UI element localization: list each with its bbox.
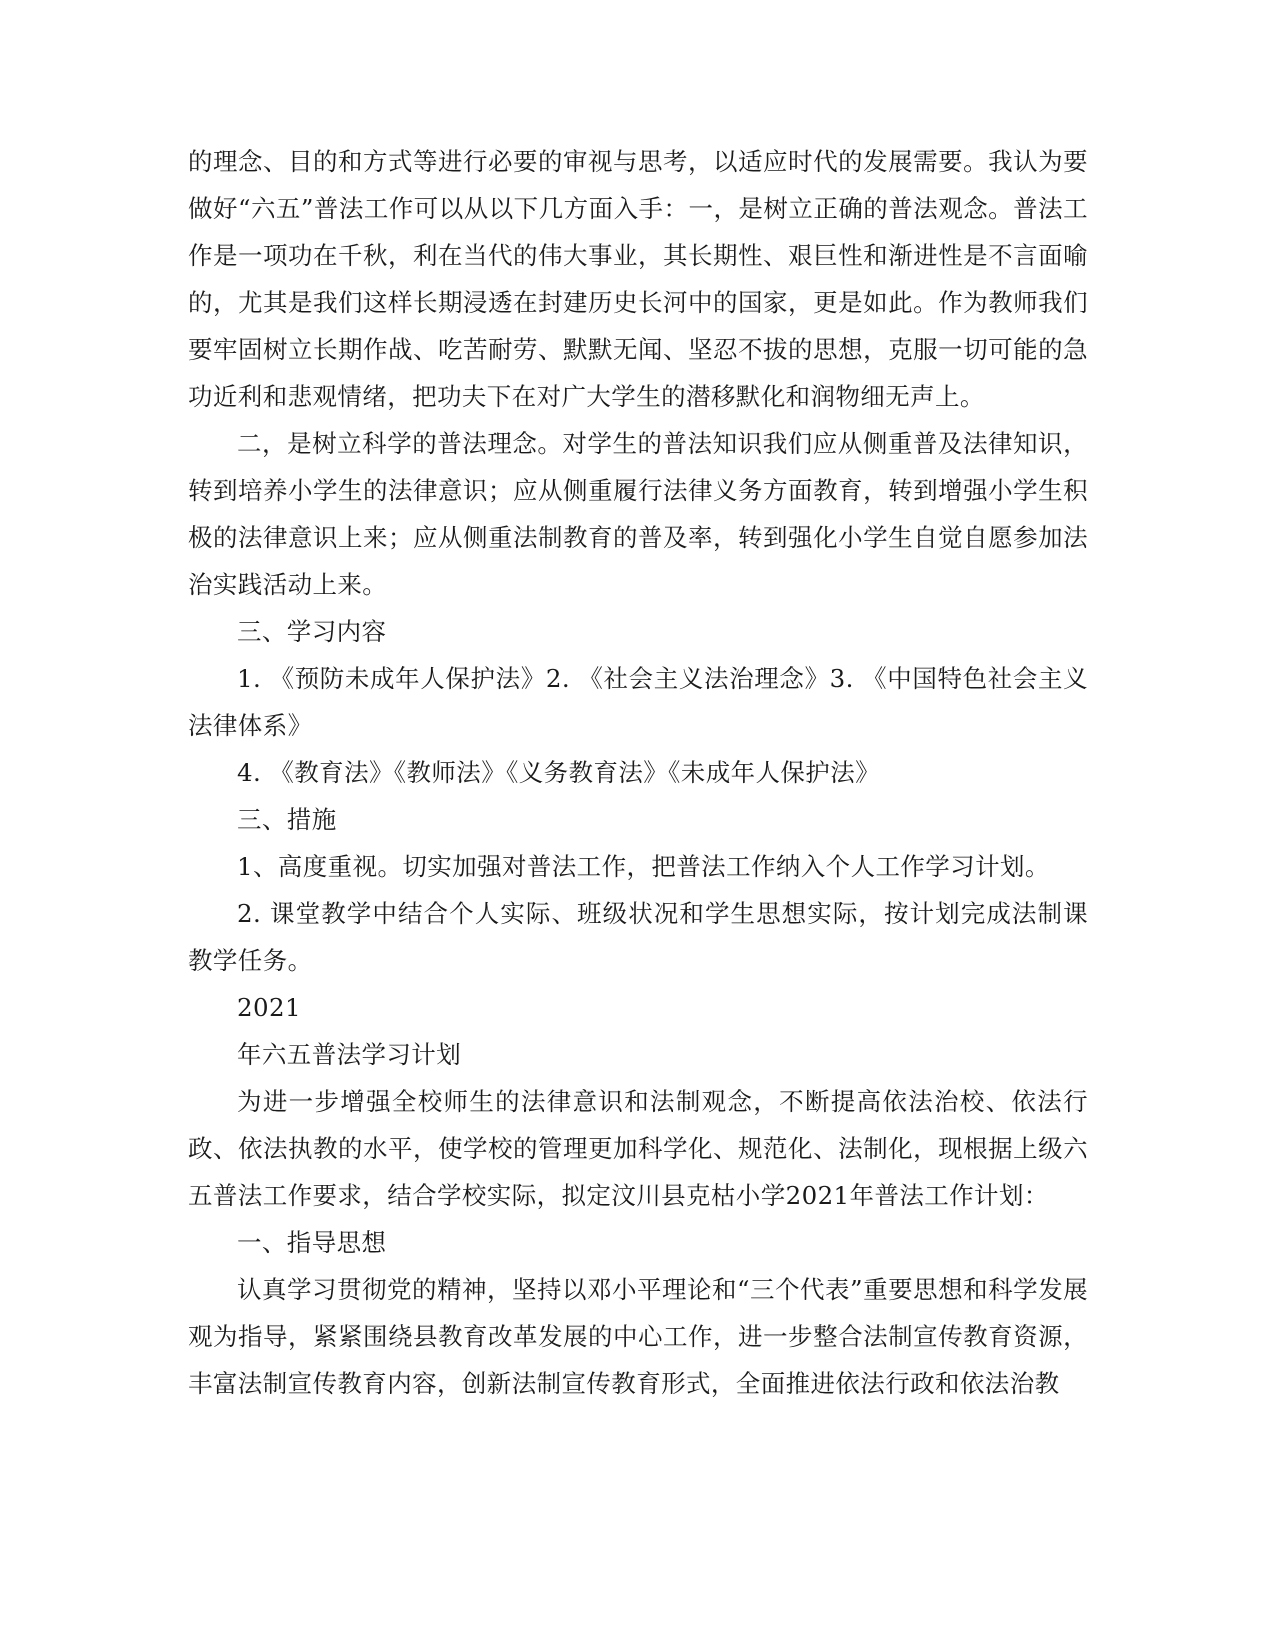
list-item-measure-1: 1、高度重视。切实加强对普法工作，把普法工作纳入个人工作学习计划。 bbox=[237, 852, 1050, 881]
paragraph-philosophy-continued: 的理念、目的和方式等进行必要的审视与思考，以适应时代的发展需要。我认为要做好“六五”普法工作可以从以下几方面入手：一，是树立正确的普法观念。普法工作是一项功在千秋，利在当代的伟大事业，其长期性、艰巨性和渐进性是不言面喻的，尤其是我们这样长期浸透在封建历史长河中的国家，更是如此。作为教师我们要牢固树立长期作战、吃苦耐劳、默默无闻、坚忍不拔的思想，克服一切可能的急功近利和悲观情绪，把功夫下在对广大学生的潜移默化和润物细无声上。 bbox=[188, 147, 1088, 411]
heading-guiding-ideology: 一、指导思想 bbox=[237, 1228, 387, 1257]
document-body bbox=[188, 138, 1088, 1407]
list-item-laws-1-3: 1. 《预防未成年人保护法》2. 《社会主义法治理念》3. 《中国特色社会主义法律体系》 bbox=[188, 664, 1088, 740]
paragraph-guiding-ideology: 认真学习贯彻党的精神，坚持以邓小平理论和“三个代表”重要思想和科学发展观为指导，紧紧围绕县教育改革发展的中心工作，进一步整合法制宣传教育资源，丰富法制宣传教育内容，创新法制宣传教育形式，全面推进依法行政和依法治教 bbox=[188, 1275, 1088, 1398]
plan-year: 2021 bbox=[237, 993, 301, 1022]
paragraph-scientific-concept: 二，是树立科学的普法理念。对学生的普法知识我们应从侧重普及法律知识，转到培养小学生的法律意识；应从侧重履行法律义务方面教育，转到增强小学生积极的法律意识上来；应从侧重法制教育的普及率，转到强化小学生自觉自愿参加法治实践活动上来。 bbox=[188, 429, 1088, 599]
list-item-measure-2: 2. 课堂教学中结合个人实际、班级状况和学生思想实际，按计划完成法制课教学任务。 bbox=[188, 899, 1088, 975]
paragraph-intro: 为进一步增强全校师生的法律意识和法制观念，不断提高依法治校、依法行政、依法执教的水平，使学校的管理更加科学化、规范化、法制化，现根据上级六五普法工作要求，结合学校实际，拟定汶川县克枯小学2021年普法工作计划： bbox=[188, 1087, 1088, 1210]
list-item-laws-4: 4. 《教育法》《教师法》《义务教育法》《未成年人保护法》 bbox=[237, 758, 881, 787]
plan-title: 年六五普法学习计划 bbox=[237, 1040, 462, 1069]
heading-measures: 三、措施 bbox=[237, 805, 337, 834]
heading-study-content: 三、学习内容 bbox=[237, 617, 387, 646]
